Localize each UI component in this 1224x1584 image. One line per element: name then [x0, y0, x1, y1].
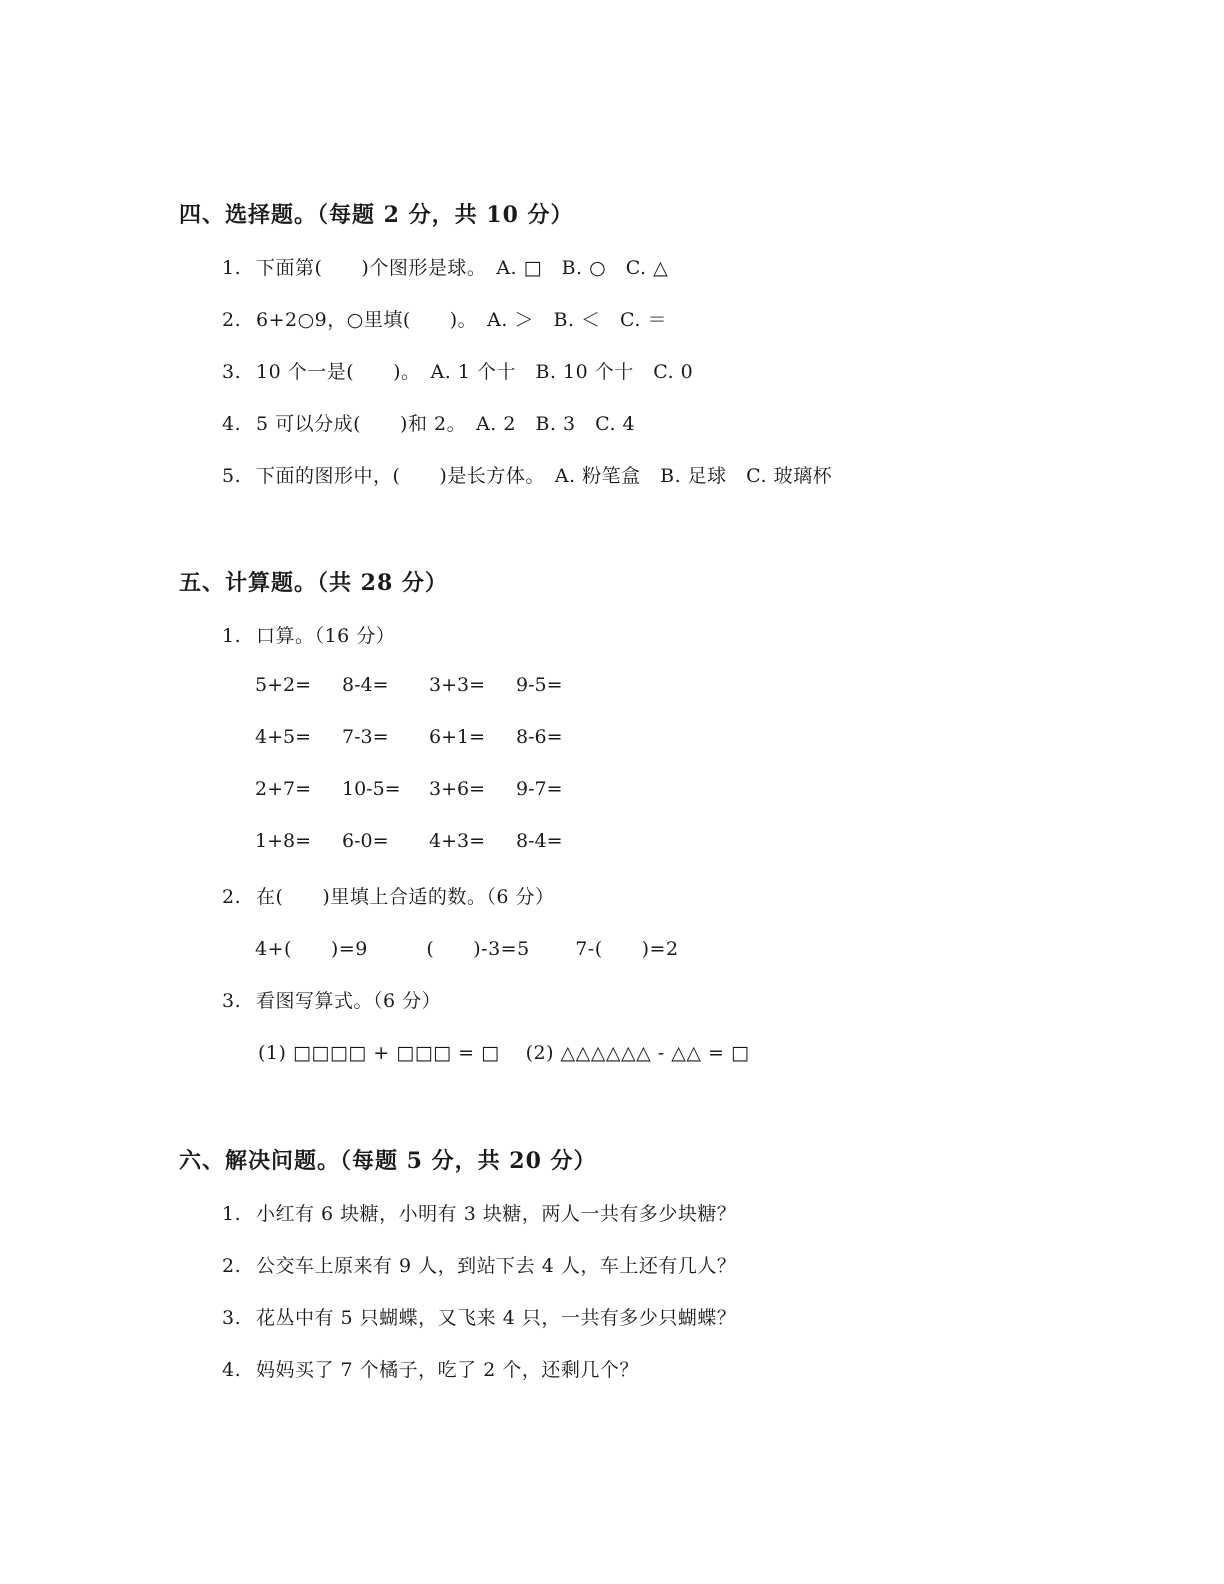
oral-expression: 5+2=: [255, 674, 312, 696]
oral-expression: 8-4=: [342, 674, 389, 696]
oral-expression: 4+3=: [429, 830, 486, 852]
question-text: 5 可以分成( )和 2。 A. 2 B. 3 C. 4: [256, 413, 636, 435]
question-number: 4.: [222, 413, 242, 435]
question-text: 小红有 6 块糖，小明有 3 块糖，两人一共有多少块糖？: [256, 1203, 737, 1225]
oral-expression: 7-3=: [342, 726, 389, 748]
question-number: 3.: [222, 361, 242, 383]
oral-expression: 9-7=: [516, 778, 563, 800]
question-number: 4.: [222, 1359, 242, 1381]
choice-question-2: [222, 305, 667, 332]
question-number: 2.: [222, 1255, 242, 1277]
picture-formula-line: (1) □□□□ + □□□ = □ (2) △△△△△△ - △△ = □: [258, 1042, 750, 1064]
oral-expression: 6+1=: [429, 726, 486, 748]
oral-expression: 8-4=: [516, 830, 563, 852]
section-title-problems: 六、解决问题。（每题 5 分，共 20 分）: [179, 1148, 597, 1174]
section-title-calc: 五、计算题。（共 28 分）: [179, 570, 448, 596]
section-title-choice: 四、选择题。（每题 2 分，共 10 分）: [179, 202, 574, 228]
problem-2: [222, 1251, 736, 1278]
oral-expression: 10-5=: [342, 778, 401, 800]
question-number: 5.: [222, 465, 242, 487]
calc-fill-heading: [222, 882, 554, 909]
question-text: 下面第( )个图形是球。 A. □ B. ○ C. △: [256, 257, 669, 279]
oral-expression: 3+6=: [429, 778, 486, 800]
question-text: 口算。（16 分）: [256, 625, 396, 647]
problem-1: [222, 1199, 736, 1226]
question-text: 妈妈买了 7 个橘子，吃了 2 个，还剩几个？: [256, 1359, 639, 1381]
oral-expression: 9-5=: [516, 674, 563, 696]
calc-picture-heading: [222, 986, 441, 1013]
choice-question-1: [222, 253, 668, 280]
question-text: 下面的图形中，( )是长方体。 A. 粉笔盒 B. 足球 C. 玻璃杯: [256, 465, 833, 487]
choice-question-3: [222, 357, 693, 384]
question-text: 看图写算式。（6 分）: [256, 990, 442, 1012]
question-text: 公交车上原来有 9 人，到站下去 4 人，车上还有几人？: [256, 1255, 737, 1277]
question-number: 3.: [222, 1307, 242, 1329]
problem-4: [222, 1355, 639, 1382]
choice-question-4: [222, 409, 635, 436]
question-number: 1.: [222, 1203, 242, 1225]
fill-blank-line: 4+( )=9 ( )-3=5 7-( )=2: [255, 938, 679, 960]
question-number: 2.: [222, 886, 242, 908]
question-number: 3.: [222, 990, 242, 1012]
choice-question-5: [222, 461, 832, 488]
question-text: 10 个一是( )。 A. 1 个十 B. 10 个十 C. 0: [256, 361, 694, 383]
oral-expression: 8-6=: [516, 726, 563, 748]
question-text: 6+2○9，○里填( )。 A. ＞ B. ＜ C. ＝: [256, 309, 667, 331]
question-number: 1.: [222, 625, 242, 647]
oral-expression: 3+3=: [429, 674, 486, 696]
oral-expression: 2+7=: [255, 778, 312, 800]
oral-expression: 1+8=: [255, 830, 312, 852]
problem-3: [222, 1303, 736, 1330]
question-number: 1.: [222, 257, 242, 279]
oral-expression: 4+5=: [255, 726, 312, 748]
calc-oral-heading: [222, 621, 395, 648]
question-text: 在( )里填上合适的数。（6 分）: [256, 886, 555, 908]
question-number: 2.: [222, 309, 242, 331]
oral-expression: 6-0=: [342, 830, 389, 852]
question-text: 花丛中有 5 只蝴蝶，又飞来 4 只，一共有多少只蝴蝶？: [256, 1307, 737, 1329]
